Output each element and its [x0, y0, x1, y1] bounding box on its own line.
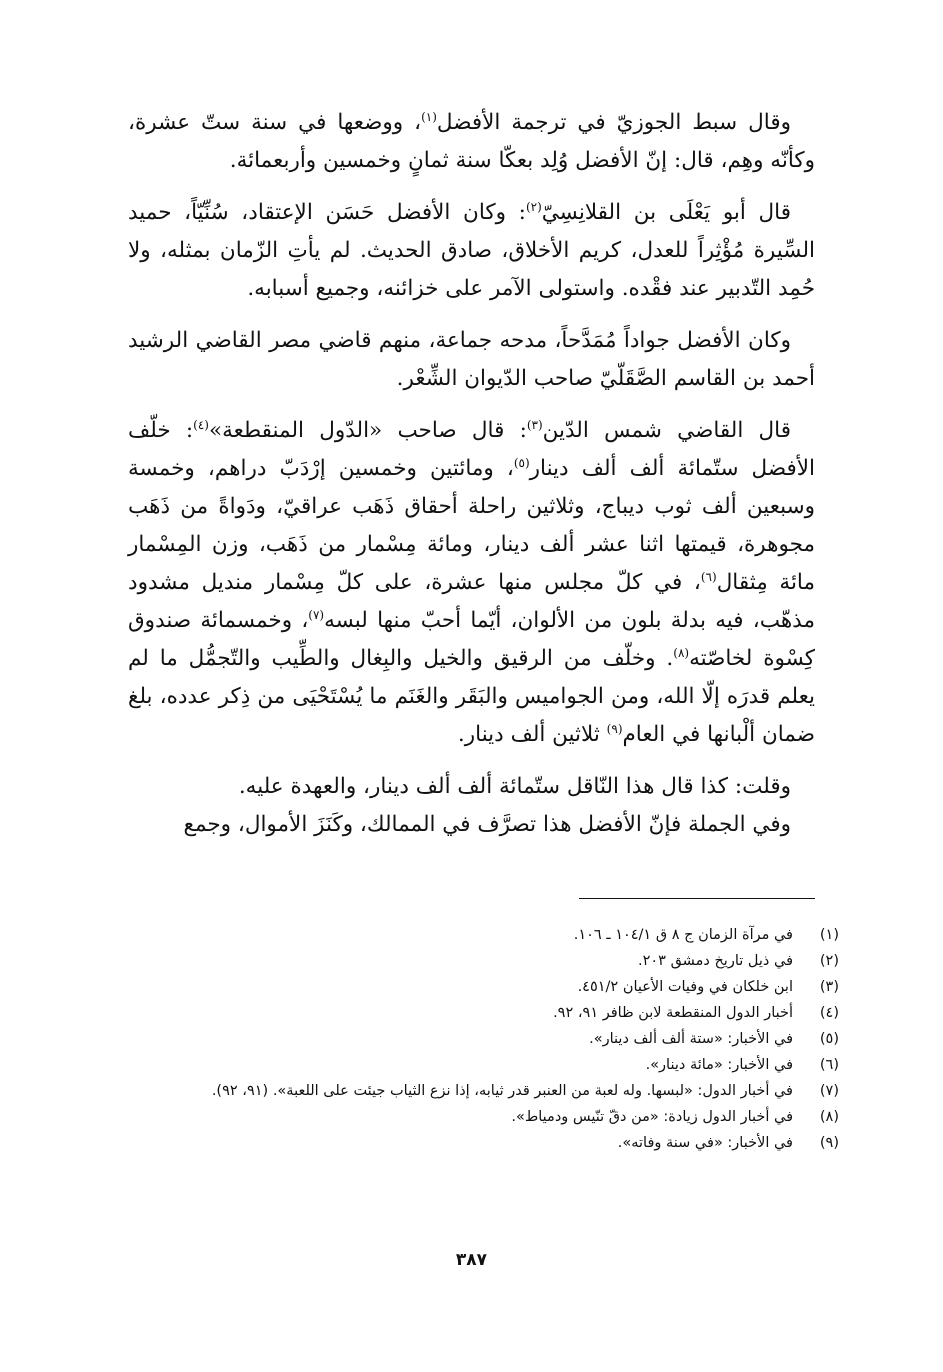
paragraph-text: ، ومائتين وخمسين إرْدَبّ دراهم، وخمسة وسبعين ألف ثوب ديباج، وثلاثين راحلة أحقاق ذَهَب عراقيّ، ودَواةً من ذَهَب مجوهرة، قيمتها اثنا عشر ألف دينار، ومائة مِسْمار من ذَهَب، وزن المِسْمار مائة مِثقال — [128, 456, 815, 595]
paragraph-text: وقال سبط الجوزيّ في ترجمة الأفضل — [436, 110, 791, 135]
paragraph-text: : خلّف الأفضل ستّمائة ألف ألف دينار — [128, 418, 815, 481]
footnote-number: (٥) — [819, 1031, 839, 1047]
paragraph-text: : قال صاحب «الدّول المنقطعة» — [208, 418, 527, 443]
paragraph-text: ثلاثين ألف دينار. — [457, 722, 607, 747]
footnote-reference: (٦) — [700, 569, 717, 584]
paragraph — [128, 768, 815, 806]
footnote-item — [128, 1052, 839, 1078]
paragraph — [128, 806, 815, 844]
paragraph-text: وكان الأفضل جواداً مُمَدَّحاً، مدحه جماعة، منهم قاضي مصر القاضي الرشيد أحمد بن القاسم الصَّقَلّيّ صاحب الدّيوان الشِّعْر. — [128, 328, 815, 391]
footnote-item — [128, 974, 839, 1000]
paragraph-text: : وكان الأفضل حَسَن الإعتقاد، سُنِّيّاً، حميد السِّيرة مُؤْثِراً للعدل، كريم الأخلاق، صادق الحديث. لم يأتِ الزّمان بمثله، ولا حُمِد التّدبير عند فقْده. واستولى الآمر على خزائنه، وجميع أسبابه. — [128, 200, 815, 301]
footnote-reference: (٨) — [673, 645, 690, 660]
main-text-body — [128, 104, 815, 858]
footnote-number: (٩) — [819, 1135, 839, 1151]
paragraph — [128, 194, 815, 308]
footnote-text: في أخبار الدول زيادة: «من دقّ تنّيس ودمياط». — [511, 1109, 793, 1125]
footnote-reference: (٤) — [193, 417, 209, 432]
footnote-reference: (٢) — [525, 199, 542, 214]
paragraph-text: ، في كلّ مجلس منها عشرة، على كلّ مِسْمار منديل مشدود مذهّب، فيه بدلة بلون من الألوان، أيّما أحبّ منها لبسه — [128, 570, 815, 633]
footnote-number: (١) — [819, 927, 839, 943]
paragraph-text: ، وخمسمائة صندوق كِسْوة لخاصّته — [128, 608, 816, 671]
footnote-item — [128, 1130, 839, 1156]
footnote-reference: (٥) — [513, 455, 530, 470]
footnote-text: في الأخبار: «ستة ألف ألف دينار». — [589, 1031, 793, 1047]
footnote-number: (٤) — [819, 1005, 839, 1021]
paragraph-text: قال أبو يَعْلَى بن القلانِسِيّ — [541, 200, 791, 225]
paragraph-text: وقلت: كذا قال هذا النّاقل ستّمائة ألف ألف دينار، والعهدة عليه. — [238, 774, 791, 799]
footnote-number: (٦) — [819, 1057, 839, 1073]
footnote-number: (٢) — [819, 953, 839, 969]
paragraph-text: وفي الجملة فإنّ الأفضل هذا تصرَّف في الممالك، وكَنَزَ الأموال، وجمع — [183, 812, 791, 837]
paragraph — [128, 322, 815, 398]
footnote-text: في مرآة الزمان ج ٨ ق ١٠٤/١ ـ ١٠٦. — [573, 927, 793, 943]
footnote-reference: (٣) — [526, 417, 543, 432]
footnote-reference: (١) — [421, 109, 437, 124]
footnote-item — [128, 948, 839, 974]
footnote-item — [128, 1026, 839, 1052]
footnote-item — [128, 1104, 839, 1130]
footnote-reference: (٧) — [308, 607, 325, 622]
footnote-item — [128, 922, 839, 948]
footnote-text: ابن خلكان في وفيات الأعيان ٤٥١/٢. — [577, 979, 793, 995]
footnote-text: في الأخبار: «مائة دينار». — [645, 1057, 793, 1073]
footnote-text: في الأخبار: «في سنة وفاته». — [617, 1135, 793, 1151]
footnotes-section — [128, 922, 839, 1156]
paragraph-text: قال القاضي شمس الدّين — [542, 418, 791, 443]
paragraph — [128, 104, 815, 180]
footnote-reference: (٩) — [606, 721, 623, 736]
footnote-number: (٣) — [819, 979, 839, 995]
page-number: ٣٨٧ — [455, 1250, 488, 1270]
footnote-text: في أخبار الدول: «لبسها. وله لعبة من العنبر قدر ثيابه، إذا نزع الثياب جيئت على اللعبة». (٩١، ٩٢). — [211, 1083, 793, 1099]
footnote-divider — [579, 898, 815, 899]
footnote-number: (٧) — [819, 1083, 839, 1099]
paragraph — [128, 412, 815, 754]
footnote-text: في ذيل تاريخ دمشق ٢٠٣. — [637, 953, 793, 969]
footnote-number: (٨) — [819, 1109, 839, 1125]
footnote-item — [128, 1000, 839, 1026]
footnote-item — [128, 1078, 839, 1104]
footnote-text: أخبار الدول المنقطعة لابن ظافر ٩١، ٩٢. — [553, 1005, 793, 1021]
paragraph-text: . وخلّف من الرقيق والخيل والبِغال والطِّيب والتّجمُّل ما لم يعلم قدرَه إلّا الله، ومن الجواميس والبَقَر والغَنَم ما يُسْتَحْيَى من ذِكر عدده، بلغ ضمان ألْبانها في العام — [128, 646, 815, 747]
paragraph-text: ، ووضعها في سنة ستّ عشرة، وكأنّه وهِم، قال: إنّ الأفضل وُلِد بعكّا سنة ثمانٍ وخمسين وأربعمائة. — [128, 110, 815, 173]
